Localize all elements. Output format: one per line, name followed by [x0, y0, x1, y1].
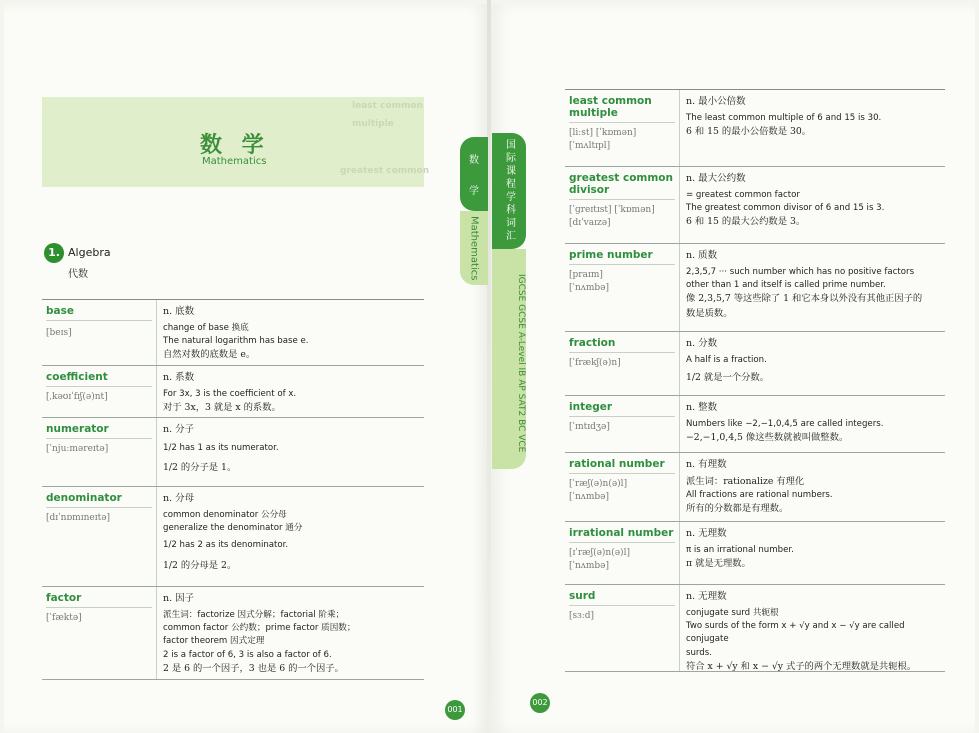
entry-line: 1/2 的分子是 1。	[163, 462, 237, 474]
entry-line: The least common multiple of 6 and 15 is 30.	[686, 112, 882, 123]
entry-line: 所有的分数都是有理数。	[686, 503, 789, 515]
entry-line: All fractions are rational numbers.	[686, 490, 833, 501]
entry-word: integer	[569, 401, 613, 413]
band-ghost-text: least common	[352, 101, 423, 111]
entry-word: numerator	[46, 423, 109, 435]
entry-word: irrational number	[569, 527, 674, 539]
entry-phonetic: [sɜːd]	[569, 611, 595, 621]
entry-line: 派生词：factorize 因式分解；factorial 阶乘；	[163, 609, 345, 620]
band-ghost-text: multiple	[352, 119, 394, 129]
entry-word: rational number	[569, 458, 665, 470]
vocab-entry	[565, 90, 945, 167]
subject-tab	[460, 137, 488, 211]
chapter-title-cn: 数 学	[200, 133, 270, 158]
entry-pos: n. 分子	[163, 424, 195, 435]
vocab-entry	[565, 244, 945, 332]
entry-pos: n. 无理数	[686, 591, 727, 602]
entry-line: π 就是无理数。	[686, 558, 751, 570]
entry-pos: n. 无理数	[686, 528, 727, 539]
entry-phonetic: [ˈfrækʃ(ə)n]	[569, 358, 621, 368]
entry-line: 派生词：rationalize 有理化	[686, 475, 805, 487]
entry-line: −2,−1,0,4,5 像这些数就被叫做整数。	[686, 432, 849, 444]
entry-line: 6 和 15 的最小公倍数是 30。	[686, 126, 812, 138]
entry-word: factor	[46, 592, 82, 604]
entry-line: Numbers like −2,−1,0,4,5 are called integers.	[686, 418, 884, 429]
entry-phonetic: [ˌkəʊɪˈfɪʃ(ə)nt]	[46, 392, 108, 402]
entry-line: 数是质数。	[686, 307, 733, 319]
left-vocab-table	[42, 299, 424, 680]
entry-phonetic: [ɪˈræʃ(ə)n(ə)l] [ˈnʌmbə]	[569, 548, 630, 572]
entry-phonetic: [ˈnjuːməreɪtə]	[46, 444, 109, 454]
entry-word: prime number	[569, 249, 653, 261]
entry-line: 符合 x + √y 和 x − √y 式子的两个无理数就是共轭根。	[686, 660, 917, 672]
entry-word: surd	[569, 590, 596, 602]
entry-line: = greatest common factor	[686, 189, 800, 200]
entry-line: 对于 3x，3 就是 x 的系数。	[163, 402, 281, 414]
entry-line: change of base 换底	[163, 322, 249, 333]
entry-word: base	[46, 305, 74, 317]
entry-line: 自然对数的底数是 e。	[163, 349, 256, 361]
entry-line: π is an irrational number.	[686, 544, 794, 555]
book-spine	[487, 0, 491, 733]
entry-word: coefficient	[46, 371, 108, 383]
entry-line: A half is a fraction.	[686, 354, 767, 365]
entry-pos: n. 分数	[686, 338, 718, 349]
curriculum-tab-label: IGCSE GCSE A-Level IB AP SAT2 BC VCE	[516, 273, 526, 453]
entry-pos: n. 系数	[163, 372, 195, 383]
entry-pos: n. 有理数	[686, 459, 727, 470]
entry-line: The greatest common divisor of 6 and 15 is 3.	[686, 203, 885, 214]
entry-word: denominator	[46, 492, 122, 504]
entry-line: conjugate surd 共轭根	[686, 607, 779, 618]
entry-phonetic: [dɪˈnɒmɪneɪtə]	[46, 513, 111, 523]
entry-line: For 3x, 3 is the coefficient of x.	[163, 388, 297, 399]
entry-line: 1/2 的分母是 2。	[163, 559, 237, 571]
section-title-en: Algebra	[68, 246, 111, 259]
entry-pos: n. 质数	[686, 250, 718, 261]
curriculum-tab	[492, 249, 526, 469]
entry-phonetic: [ˈræʃ(ə)n(ə)l] [ˈnʌmbə]	[569, 479, 628, 503]
vocab-entry	[565, 396, 945, 453]
vocab-entry	[42, 418, 424, 487]
entry-line: 1/2 has 2 as its denominator.	[163, 540, 289, 551]
page-number-right: 002	[530, 693, 550, 713]
entry-line: 2,3,5,7 ··· such number which has no positive factors	[686, 266, 915, 277]
band-ghost-text: greatest common	[340, 166, 430, 176]
vocab-entry	[565, 167, 945, 244]
vocab-entry	[42, 487, 424, 587]
entry-line: 6 和 15 的最大公约数是 3。	[686, 216, 806, 228]
entry-line: factor theorem 因式定理	[163, 636, 265, 647]
entry-line: 像 2,3,5,7 等这些除了 1 和它本身以外没有其他正因子的	[686, 293, 923, 305]
entry-line: 2 是 6 的一个因子，3 也是 6 的一个因子。	[163, 662, 344, 674]
entry-line: surds.	[686, 647, 712, 658]
subject-tab-char: 学	[469, 186, 479, 197]
vocab-entry	[565, 453, 945, 522]
entry-phonetic: [praɪm] [ˈnʌmbə]	[569, 270, 609, 294]
entry-word: least common multiple	[569, 95, 652, 119]
entry-pos: n. 最小公倍数	[686, 96, 746, 107]
page-number-left: 001	[445, 700, 465, 720]
subject-tab-en-label: Mathematics	[468, 215, 480, 281]
entry-line: 2 is a factor of 6, 3 is also a factor of 6.	[163, 649, 332, 660]
right-vocab-table	[565, 89, 945, 672]
entry-phonetic: [ˈɪntɪdʒə]	[569, 422, 610, 432]
entry-pos: n. 分母	[163, 493, 195, 504]
entry-line: 1/2 就是一个分数。	[686, 372, 769, 384]
vocab-entry	[565, 332, 945, 396]
entry-word: greatest common divisor	[569, 172, 673, 196]
vocab-entry	[565, 585, 945, 672]
entry-pos: n. 底数	[163, 306, 195, 317]
entry-line: Two surds of the form x + √y and x − √y are called conjugate	[686, 621, 905, 645]
entry-line: generalize the denominator 通分	[163, 523, 303, 534]
entry-pos: n. 整数	[686, 402, 718, 413]
entry-phonetic: [ˈfæktə]	[46, 613, 82, 623]
entry-phonetic: [ˈɡreɪtɪst] [ˈkɒmən] [dɪˈvaɪzə]	[569, 205, 655, 229]
entry-line: 1/2 has 1 as its numerator.	[163, 442, 279, 453]
series-tab-label: 国际课程学科词汇	[503, 139, 515, 243]
entry-phonetic: [liːst] [ˈkɒmən] [ˈmʌltɪpl]	[569, 128, 637, 152]
entry-pos: n. 最大公约数	[686, 173, 746, 184]
entry-word: fraction	[569, 337, 616, 349]
vocab-entry	[565, 522, 945, 585]
entry-pos: n. 因子	[163, 593, 195, 604]
entry-line: The natural logarithm has base e.	[163, 336, 309, 347]
subject-tab-char: 数	[469, 155, 479, 166]
vocab-entry	[42, 300, 424, 366]
section-number-badge: 1.	[44, 243, 64, 263]
chapter-title-en: Mathematics	[202, 156, 267, 167]
section-title-cn: 代数	[68, 269, 88, 280]
vocab-entry	[42, 587, 424, 680]
entry-phonetic: [beɪs]	[46, 328, 72, 338]
entry-line: common factor 公约数；prime factor 质因数；	[163, 623, 356, 634]
series-tab	[492, 133, 526, 249]
entry-line: common denominator 公分母	[163, 509, 287, 520]
entry-line: other than 1 and itself is called prime number.	[686, 280, 886, 291]
subject-tab-en	[460, 211, 488, 285]
vocab-entry	[42, 366, 424, 418]
